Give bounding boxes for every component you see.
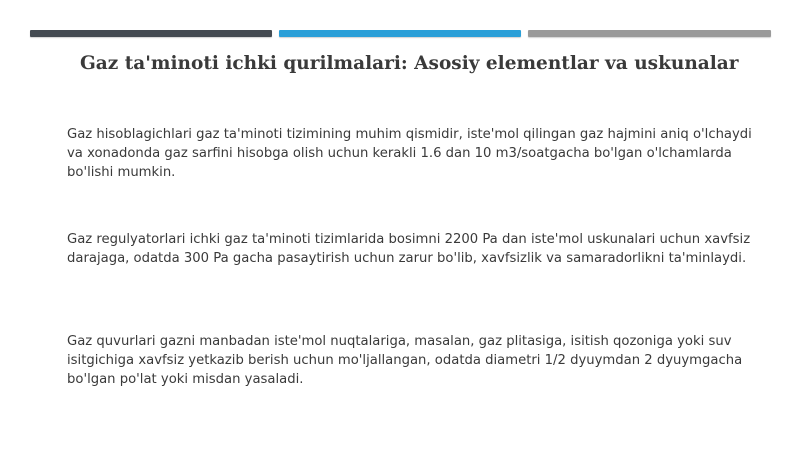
slide-title: Gaz ta'minoti ichki qurilmalari: Asosiy elementlar va uskunalar bbox=[80, 53, 739, 74]
header-bar-dark bbox=[30, 30, 272, 37]
header-bar-gray bbox=[528, 30, 771, 37]
header-bar-blue bbox=[279, 30, 521, 37]
paragraph-gas-meters: Gaz hisoblagichlari gaz ta'minoti tizimining muhim qismidir, iste'mol qilingan gaz hajmini aniq o'lchaydi va xonadonda gaz sarfini hisobga olish uchun kerakli 1.6 dan 10 m3/soatgacha bo'lgan o'lchamlarda bo'lishi mumkin. bbox=[67, 127, 752, 180]
paragraph-gas-pipes: Gaz quvurlari gazni manbadan iste'mol nuqtalariga, masalan, gaz plitasiga, isitish qozoniga yoki suv isitgichiga xavfsiz yetkazib berish uchun mo'ljallangan, odatda diametri 1/2 dyuymdan 2 dyuymgacha bo'lgan po'lat yoki misdan yasaladi. bbox=[67, 334, 743, 387]
paragraph-gas-regulators: Gaz regulyatorlari ichki gaz ta'minoti tizimlarida bosimni 2200 Pa dan iste'mol uskunalari uchun xavfsiz darajaga, odatda 300 Pa gacha pasaytirish uchun zarur bo'lib, xavfsizlik va samaradorlikni ta'minlaydi. bbox=[67, 232, 751, 266]
